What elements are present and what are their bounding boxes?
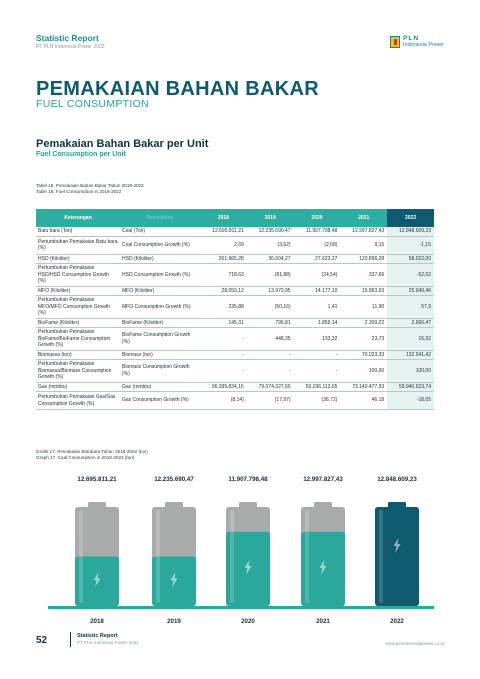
row-description: HSD (Kiloliter)	[120, 254, 200, 264]
col-header-2022: 2022	[387, 209, 434, 227]
row-label: Pertumbuhan Pemakaian MFO/MFO Consumption Growth (%)	[36, 296, 120, 319]
footer-divider	[70, 632, 71, 647]
table-row	[36, 236, 434, 254]
data-label: 12.997.827,43	[303, 476, 343, 483]
graph-caption-id: Grafik 17. Pemakaian Batubara Tahun 2018-2022 (ton)	[36, 449, 148, 454]
footer-subtitle: PT PLN Indonesia Power 2022	[77, 640, 139, 645]
table-cell: 36.604,27	[247, 254, 294, 264]
row-description: Biomass (ton)	[120, 350, 200, 360]
table-cell: 70.023,33	[340, 350, 387, 360]
table-cell: 12.848.609,23	[387, 227, 434, 236]
table-cell: 46,18	[340, 392, 387, 410]
table-cell: -	[294, 360, 341, 383]
table-cell: -	[294, 350, 341, 360]
table-cell: 2,69	[200, 236, 247, 254]
table-cell: 1,41	[294, 296, 341, 319]
table-cell: 2.300,22	[340, 318, 387, 328]
row-label: HSD (Kiloliter)	[36, 254, 120, 264]
row-description: MFO Consumption Growth (%)	[120, 296, 200, 319]
table-cell: 132.941,42	[387, 350, 434, 360]
table-caption-id: Tabel 18. Pemakaian Bahan Bakar Tahun 2018-2022	[36, 183, 144, 188]
table-cell: 2.666,47	[387, 318, 434, 328]
page-title: PEMAKAIAN BAHAN BAKAR	[36, 78, 319, 100]
table-row	[36, 254, 434, 264]
battery-shine	[156, 510, 160, 603]
section-subtitle: Fuel Consumption per Unit	[36, 151, 126, 158]
section-title: Pemakaian Bahan Bakar per Unit	[36, 138, 209, 150]
table-header-row	[36, 209, 434, 227]
battery-shine	[79, 510, 83, 603]
table-caption-en: Table 18. Fuel Consumption in 2018-2022	[36, 189, 122, 194]
table-cell: 27.623,27	[294, 254, 341, 264]
page-subtitle: FUEL CONSUMPTION	[36, 98, 149, 110]
table-cell: (50,16)	[247, 296, 294, 319]
row-label: Pertumbuhan Pemakaian Gas/Gas Consumption Growth (%)	[36, 392, 120, 410]
table-row	[36, 328, 434, 351]
table-cell: (24,54)	[294, 264, 341, 287]
table-cell: 11.907.798,48	[294, 227, 341, 236]
table-row	[36, 296, 434, 319]
battery-shine	[230, 510, 234, 603]
row-description: Biomass Consumption Growth (%)	[120, 360, 200, 383]
table-cell: 58.022,00	[387, 254, 434, 264]
data-label: 12.695.811,21	[77, 476, 117, 483]
pln-logo	[390, 36, 444, 48]
chart-baseline	[48, 606, 434, 609]
table-cell: 11,90	[340, 296, 387, 319]
table-row	[36, 360, 434, 383]
table-row	[36, 382, 434, 392]
x-tick-label: 2019	[167, 618, 181, 625]
report-header	[36, 33, 105, 50]
table-cell: 57,9	[387, 296, 434, 319]
table-row	[36, 264, 434, 287]
x-tick-label: 2020	[241, 618, 255, 625]
table-cell: 50.036.113,65	[294, 382, 341, 392]
table-cell: -1,15	[387, 236, 434, 254]
table-cell: 25.049,46	[387, 286, 434, 296]
row-label: Biomassa (ton)	[36, 350, 120, 360]
table-row	[36, 392, 434, 410]
table-cell: 73.140.477,93	[340, 382, 387, 392]
table-cell: 796,81	[247, 318, 294, 328]
table-cell: 12.695.811,21	[200, 227, 247, 236]
table-cell: 28.050,12	[200, 286, 247, 296]
logo-name: PLN	[403, 35, 420, 42]
header-title: Statistic Report	[36, 33, 99, 43]
table-cell: 13.979,95	[247, 286, 294, 296]
page-number: 52	[36, 635, 48, 646]
table-cell: 12.235.690,47	[247, 227, 294, 236]
table-cell: 100,00	[387, 360, 434, 383]
table-row	[36, 350, 434, 360]
table-cell: 201.965,28	[200, 254, 247, 264]
table-cell: 145,31	[200, 318, 247, 328]
fuel-consumption-table	[36, 209, 434, 410]
row-description: MFO (Kiloliter)	[120, 286, 200, 296]
table-row	[36, 318, 434, 328]
table-cell: -	[200, 360, 247, 383]
table-cell: 15.863,93	[340, 286, 387, 296]
logo-sub: Indonesia Power	[403, 41, 444, 48]
x-tick-label: 2022	[390, 618, 404, 625]
table-cell: 337,66	[340, 264, 387, 287]
col-header-keterangan: Keterangan	[36, 209, 120, 227]
col-header-description: Description	[120, 209, 200, 227]
table-cell: (17,97)	[247, 392, 294, 410]
table-cell: 9,15	[340, 236, 387, 254]
col-header-2020: 2020	[294, 209, 341, 227]
row-label: Batu bara (Ton)	[36, 227, 120, 236]
table-cell: -	[200, 350, 247, 360]
battery-shine	[379, 510, 383, 603]
data-label: 11.907.798,48	[228, 476, 268, 483]
pln-logo-icon	[390, 36, 400, 48]
x-tick-label: 2018	[90, 618, 104, 625]
table-cell: 14.177,10	[294, 286, 341, 296]
table-cell: (2,68)	[294, 236, 341, 254]
graph-caption-en: Graph 17. Coal Consumption in 2018-2022 (ton)	[36, 455, 135, 460]
row-label: Gas (mmbtu)	[36, 382, 120, 392]
table-cell: 718,63	[200, 264, 247, 287]
table-cell: 448,35	[247, 328, 294, 351]
table-cell: -	[200, 328, 247, 351]
row-label: Pertumbuhan Pemakaian HSD/HSD Consumption Growth (%)	[36, 264, 120, 287]
table-cell: -18,05	[387, 392, 434, 410]
table-row	[36, 227, 434, 236]
row-description: Gas (mmbtu)	[120, 382, 200, 392]
col-header-2018: 2018	[200, 209, 247, 227]
table-row	[36, 286, 434, 296]
row-label: Pertumbuhan Pemakaian Batu bara (%)	[36, 236, 120, 254]
data-label: 12.235.690,47	[154, 476, 194, 483]
row-label: Pertumbuhan Pemakaian Biomassa/Biomass Consumption Growth (%)	[36, 360, 120, 383]
table-cell: 96.395.834,16	[200, 382, 247, 392]
table-cell: -	[247, 350, 294, 360]
table-cell: 120.896,28	[340, 254, 387, 264]
table-cell: (36,72)	[294, 392, 341, 410]
col-header-2019: 2019	[247, 209, 294, 227]
data-label: 12.848.609,23	[377, 476, 417, 483]
coal-consumption-chart	[36, 470, 440, 630]
table-cell: (8,14)	[200, 392, 247, 410]
header-subtitle: PT PLN Indonesia Power 2022	[36, 44, 105, 50]
table-cell: 133,32	[294, 328, 341, 351]
row-description: BioFame (Kiloliter)	[120, 318, 200, 328]
row-description: Gas Consumption Growth (%)	[120, 392, 200, 410]
table-cell: 235,88	[200, 296, 247, 319]
footer-title: Statistic Report	[77, 633, 118, 639]
table-cell: 59.940.623,74	[387, 382, 434, 392]
table-cell: -	[247, 360, 294, 383]
table-cell: 79.074.327,60	[247, 382, 294, 392]
table-cell: (3,62)	[247, 236, 294, 254]
table-cell: (81,88)	[247, 264, 294, 287]
row-label: Pertumbuhan Pemakaian BioFame/BioFame Consumption Growth (%)	[36, 328, 120, 351]
table-cell: 23,73	[340, 328, 387, 351]
row-description: Coal (Ton)	[120, 227, 200, 236]
x-tick-label: 2021	[316, 618, 330, 625]
table-cell: 12.997.827,43	[340, 227, 387, 236]
row-description: Coal Consumption Growth (%)	[120, 236, 200, 254]
row-label: MFO (Kiloliter)	[36, 286, 120, 296]
table-cell: 100,00	[340, 360, 387, 383]
row-description: HSD Consumption Growth (%)	[120, 264, 200, 287]
col-header-2021: 2021	[340, 209, 387, 227]
table-cell: 15,92	[387, 328, 434, 351]
footer-url: www.plnindonesiapower.co.id	[385, 641, 444, 646]
row-label: BioFame (Kiloliter)	[36, 318, 120, 328]
row-description: BioFame Consumption Growth (%)	[120, 328, 200, 351]
table-cell: -52,02	[387, 264, 434, 287]
table-cell: 1.859,14	[294, 318, 341, 328]
battery-shine	[305, 510, 309, 603]
